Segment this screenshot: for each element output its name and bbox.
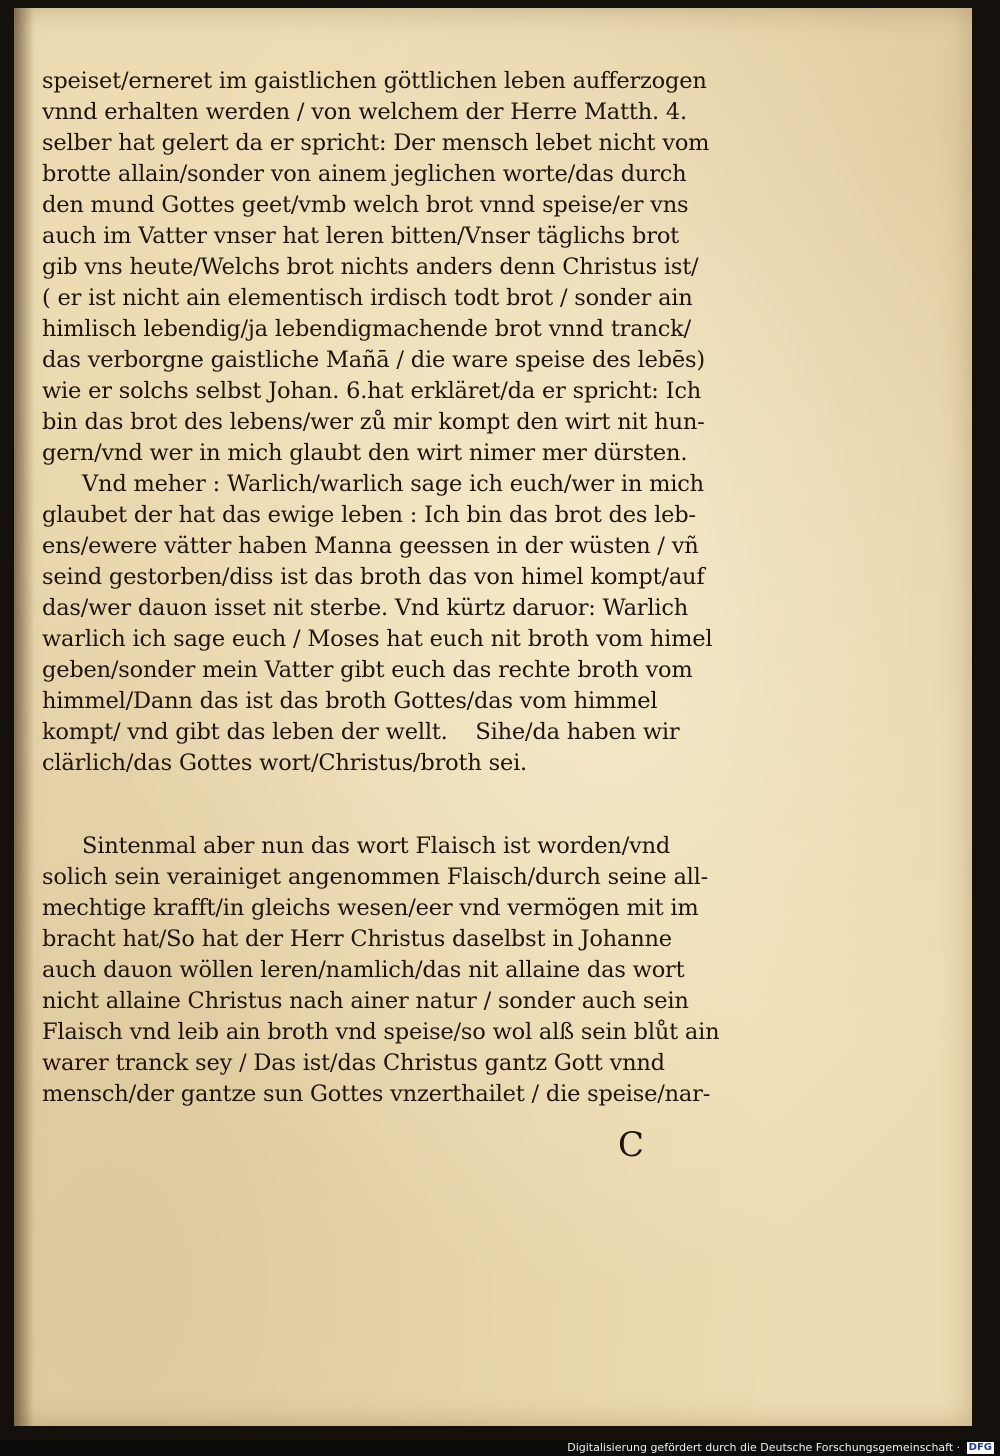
- text-line: warlich ich sage euch / Moses hat euch nit broth vom himel: [42, 626, 713, 652]
- text-line: das verborgne gaistliche Mañā / die ware speise des lebēs): [42, 347, 705, 373]
- text-line: ( er ist nicht ain elementisch irdisch todt brot / sonder ain: [42, 285, 693, 311]
- text-line: solich sein verainiget angenommen Flaisch/durch seine all-: [42, 864, 709, 890]
- text-line: auch dauon wöllen leren/namlich/das nit allaine das wort: [42, 957, 685, 983]
- text-line: ens/ewere vätter haben Manna geessen in der wüsten / vñ: [42, 533, 699, 559]
- page-gutter-shadow: [14, 8, 34, 1426]
- text-line: geben/sonder mein Vatter gibt euch das rechte broth vom: [42, 657, 693, 683]
- text-line: speiset/erneret im gaistlichen göttlichen leben aufferzogen: [42, 68, 707, 94]
- text-line: clärlich/das Gottes wort/Christus/broth sei.: [42, 750, 528, 776]
- text-line: glaubet der hat das ewige leben : Ich bin das brot des leb-: [42, 502, 696, 528]
- text-line: bracht hat/So hat der Herr Christus daselbst in Johanne: [42, 926, 672, 952]
- digitization-credit: [567, 1440, 994, 1456]
- body-text: [42, 66, 822, 1110]
- text-line: mensch/der gantze sun Gottes vnzerthailet / die speise/nar-: [42, 1081, 711, 1107]
- text-line: vnnd erhalten werden / von welchem der Herre Matth. 4.: [42, 99, 687, 125]
- text-line: nicht allaine Christus nach ainer natur / sonder auch sein: [42, 988, 689, 1014]
- text-line: seind gestorben/diss ist das broth das von himel kompt/auf: [42, 564, 705, 590]
- dfg-logo-icon: DFG: [968, 1442, 992, 1453]
- text-line: den mund Gottes geet/vmb welch brot vnnd speise/er vns: [42, 192, 689, 218]
- text-line: selber hat gelert da er spricht: Der mensch lebet nicht vom: [42, 130, 710, 156]
- text-line: Vnd meher : Warlich/warlich sage ich euch/wer in mich: [82, 471, 704, 497]
- text-line: himmel/Dann das ist das broth Gottes/das vom himmel: [42, 688, 658, 714]
- text-line: bin das brot des lebens/wer zů mir kompt den wirt nit hun-: [42, 409, 705, 435]
- text-line: brotte allain/sonder von ainem jeglichen worte/das durch: [42, 161, 687, 187]
- text-line: himlisch lebendig/ja lebendigmachende brot vnnd tranck/: [42, 316, 691, 342]
- text-line: Flaisch vnd leib ain broth vnd speise/so wol alß sein blůt ain: [42, 1019, 720, 1045]
- text-line: wie er solchs selbst Johan. 6.hat erkläret/da er spricht: Ich: [42, 378, 702, 404]
- text-line: warer tranck sey / Das ist/das Christus gantz Gott vnnd: [42, 1050, 665, 1076]
- text-line: das/wer dauon isset nit sterbe. Vnd kürtz daruor: Warlich: [42, 595, 689, 621]
- credit-text: Digitalisierung gefördert durch die Deutsche Forschungsgemeinschaft: [567, 1441, 954, 1454]
- signature-mark: C: [618, 1125, 645, 1165]
- credit-separator: ·: [953, 1441, 964, 1454]
- text-line: Sintenmal aber nun das wort Flaisch ist worden/vnd: [82, 833, 671, 859]
- paragraph-gap: [42, 779, 822, 831]
- text-line: auch im Vatter vnser hat leren bitten/Vnser täglichs brot: [42, 223, 680, 249]
- text-line: gern/vnd wer in mich glaubt den wirt nimer mer dürsten.: [42, 440, 688, 466]
- text-line: gib vns heute/Welchs brot nichts anders denn Christus ist/: [42, 254, 699, 280]
- text-line: kompt/ vnd gibt das leben der wellt. Sihe/da haben wir: [42, 719, 680, 745]
- text-line: mechtige krafft/in gleichs wesen/eer vnd vermögen mit im: [42, 895, 699, 921]
